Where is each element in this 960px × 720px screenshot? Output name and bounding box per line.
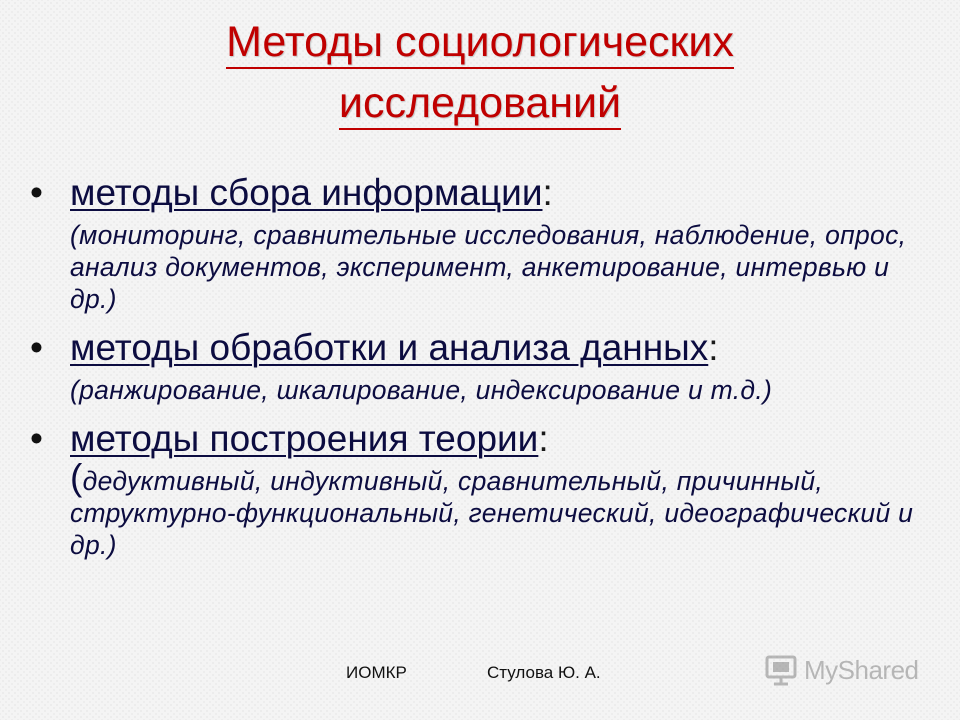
bullet-marker: • <box>30 172 43 213</box>
slide-title <box>120 14 840 136</box>
bullet-marker: • <box>30 327 43 368</box>
bullet-heading: методы обработки и анализа данных <box>70 327 709 368</box>
details-text: (ранжирование, шкалирование, индексирование и т.д.) <box>70 375 773 405</box>
details-paren: ( <box>70 457 83 498</box>
bullet-marker: • <box>30 418 43 459</box>
details-text: (мониторинг, сравнительные исследования, наблюдение, опрос, анализ документов, эксперимент, анкетирование, интервью и др.) <box>70 220 907 314</box>
bullet-heading-row <box>70 325 930 371</box>
bullet-colon: : <box>538 418 549 459</box>
bullet-details <box>70 216 930 315</box>
bullet-heading: методы сбора информации <box>70 172 543 213</box>
bullet-details <box>70 371 930 406</box>
bullet-item <box>30 170 930 315</box>
presentation-board-icon <box>765 654 799 686</box>
bullet-colon: : <box>542 172 553 213</box>
watermark-logo <box>765 654 919 686</box>
bullet-heading: методы построения теории <box>70 418 539 459</box>
bullet-item <box>30 416 930 561</box>
title-line-1: Методы социологических <box>226 18 734 69</box>
bullet-heading-row <box>70 170 930 216</box>
bullet-details <box>70 457 930 561</box>
bullet-heading-row <box>70 416 930 462</box>
footer-organization: ИОМКР <box>346 663 407 682</box>
footer-author: Стулова Ю. А. <box>487 663 601 682</box>
bullet-colon: : <box>708 327 719 368</box>
bullet-item <box>30 325 930 406</box>
title-line-2: исследований <box>339 79 621 130</box>
details-text: дедуктивный, индуктивный, сравнительный, причинный, структурно-функциональный, генетический, идеографический и др.) <box>70 466 914 560</box>
watermark-text: MyShared <box>804 654 919 685</box>
bullet-list <box>30 170 930 571</box>
